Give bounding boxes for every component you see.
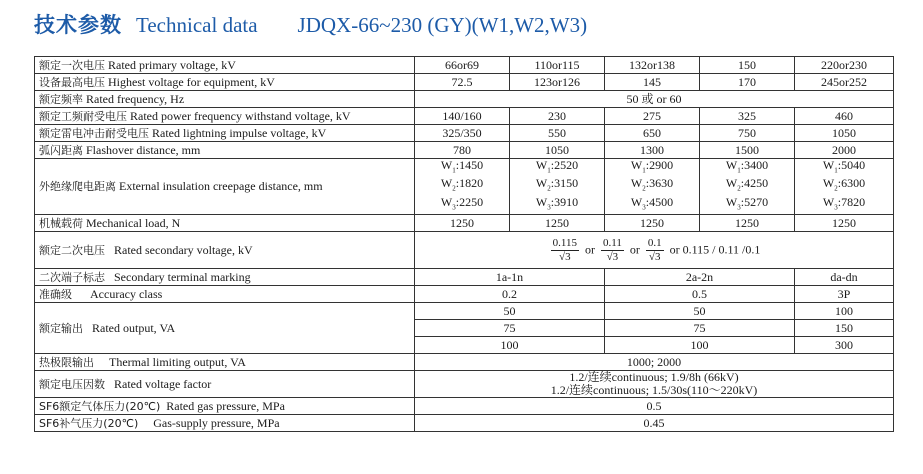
table-cell: 72.5 xyxy=(415,74,510,91)
table-cell: 140/160 xyxy=(415,108,510,125)
table-cell: 230 xyxy=(510,108,605,125)
table-cell xyxy=(795,159,894,215)
creepage-line: $W_2:3150$ xyxy=(535,176,579,193)
row-label: 额定工频耐受电压 Rated power frequency withstand voltage, kV xyxy=(35,108,415,125)
table-cell: 1a-1n xyxy=(415,269,605,286)
row-label: 额定频率 Rated frequency, Hz xyxy=(35,91,415,108)
creepage-line: $W_2:6300$ xyxy=(822,176,866,193)
table-cell: 300 xyxy=(795,337,894,354)
voltage-factor-line: 1.2/连续continuous; 1.5/30s(110～220kV) xyxy=(550,383,758,398)
table-cell: 325/350 xyxy=(415,125,510,142)
row-label: 额定雷电冲击耐受电压 Rated lightning impulse voltage, kV xyxy=(35,125,415,142)
fraction: $\frac{0.1}{√3}$ xyxy=(647,236,662,263)
table-cell: 66or69 xyxy=(415,57,510,74)
table-cell: 2000 xyxy=(795,142,894,159)
table-row xyxy=(35,398,894,415)
table-row xyxy=(35,269,894,286)
row-label: 额定二次电压 Rated secondary voltage, kV xyxy=(35,232,415,269)
table-row xyxy=(35,232,894,269)
row-label: 准确级 Accuracy class xyxy=(35,286,415,303)
table-cell: 650 xyxy=(605,125,700,142)
table-cell: 50 xyxy=(605,303,795,320)
creepage-values xyxy=(823,159,865,214)
table-cell: 0.5 xyxy=(415,398,894,415)
row-label: SF6补气压力(20℃) Gas-supply pressure, MPa xyxy=(35,415,415,432)
row-label: 机械载荷 Mechanical load, N xyxy=(35,215,415,232)
creepage-line: $W_2:4250$ xyxy=(725,176,769,193)
fraction: $\frac{0.115}{√3}$ xyxy=(552,236,577,263)
table-cell: 150 xyxy=(795,320,894,337)
table-cell: 100 xyxy=(605,337,795,354)
creepage-line: $W_3:2250$ xyxy=(440,194,484,212)
table-cell: 50 xyxy=(415,303,605,320)
table-cell xyxy=(700,159,795,215)
creepage-line: $W_1:3400$ xyxy=(725,158,769,175)
table-cell: 123or126 xyxy=(510,74,605,91)
table-cell: 460 xyxy=(795,108,894,125)
row-label: 额定电压因数 Rated voltage factor xyxy=(35,371,415,398)
technical-data-table xyxy=(34,56,894,432)
row-label: SF6额定气体压力(20℃) Rated gas pressure, MPa xyxy=(35,398,415,415)
table-row xyxy=(35,91,894,108)
voltage-factor-line: 1.2/连续continuous; 1.9/8h (66kV) xyxy=(569,370,739,385)
table-cell: 1250 xyxy=(795,215,894,232)
table-cell: 0.2 xyxy=(415,286,605,303)
table-cell: 1250 xyxy=(605,215,700,232)
model-number: JDQX-66~230 (GY)(W1,W2,W3) xyxy=(297,13,588,37)
creepage-values xyxy=(726,159,768,214)
table-cell: 780 xyxy=(415,142,510,159)
creepage-values xyxy=(536,159,578,214)
creepage-line: $W_1:1450$ xyxy=(440,158,484,175)
table-cell: da-dn xyxy=(795,269,894,286)
table-cell: 1250 xyxy=(700,215,795,232)
table-cell: 75 xyxy=(415,320,605,337)
table-cell: 75 xyxy=(605,320,795,337)
table-cell: 0.5 xyxy=(605,286,795,303)
table-row xyxy=(35,286,894,303)
title-zh: 技术参数 xyxy=(34,13,122,37)
table-row xyxy=(35,74,894,91)
table-cell xyxy=(415,159,510,215)
table-row xyxy=(35,57,894,74)
row-label: 额定输出 Rated output, VA xyxy=(35,303,415,354)
table-cell: 1300 xyxy=(605,142,700,159)
table-cell: 1000; 2000 xyxy=(415,354,894,371)
table-cell: 110or115 xyxy=(510,57,605,74)
creepage-line: $W_3:4500$ xyxy=(630,194,674,212)
table-cell: 750 xyxy=(700,125,795,142)
table-cell: 100 xyxy=(415,337,605,354)
table-cell: 145 xyxy=(605,74,700,91)
creepage-line: $W_3:3910$ xyxy=(535,194,579,212)
table-row xyxy=(35,159,894,215)
table-cell: 1250 xyxy=(510,215,605,232)
table-cell: 150 xyxy=(700,57,795,74)
table-cell: 1500 xyxy=(700,142,795,159)
table-cell: 245or252 xyxy=(795,74,894,91)
row-label: 额定一次电压 Rated primary voltage, kV xyxy=(35,57,415,74)
row-label: 外绝缘爬电距离 External insulation creepage distance, mm xyxy=(35,159,415,215)
page-header xyxy=(34,9,587,43)
table-cell: 1050 xyxy=(510,142,605,159)
table-cell: 275 xyxy=(605,108,700,125)
creepage-line: $W_3:7820$ xyxy=(822,194,866,212)
table-cell: 1050 xyxy=(795,125,894,142)
table-cell: 220or230 xyxy=(795,57,894,74)
secondary-voltage-cell: $\frac{0.115}{√3}$ or $\frac{0.11}{√3}$ or $\frac{0.1}{√3}$ or 0.115 / 0.11 /0.1 xyxy=(415,232,894,269)
table-cell: 1250 xyxy=(415,215,510,232)
fraction: $\frac{0.11}{√3}$ xyxy=(602,236,622,263)
row-label: 二次端子标志 Secondary terminal marking xyxy=(35,269,415,286)
creepage-line: $W_1:2900$ xyxy=(630,158,674,175)
creepage-values xyxy=(441,159,483,214)
table-cell: 325 xyxy=(700,108,795,125)
table-cell: 0.45 xyxy=(415,415,894,432)
creepage-line: $W_3:5270$ xyxy=(725,194,769,212)
title-en: Technical data xyxy=(136,13,258,37)
table-cell: 132or138 xyxy=(605,57,700,74)
row-label: 热极限输出 Thermal limiting output, VA xyxy=(35,354,415,371)
creepage-line: $W_1:5040$ xyxy=(822,158,866,175)
creepage-line: $W_2:3630$ xyxy=(630,176,674,193)
table-cell: 3P xyxy=(795,286,894,303)
table-cell: 2a-2n xyxy=(605,269,795,286)
creepage-line: $W_1:2520$ xyxy=(535,158,579,175)
table-cell: 50 或 or 60 xyxy=(415,91,894,108)
table-row xyxy=(35,354,894,371)
table-row xyxy=(35,303,894,320)
table-cell: 170 xyxy=(700,74,795,91)
table-row xyxy=(35,371,894,398)
row-label: 弧闪距离 Flashover distance, mm xyxy=(35,142,415,159)
table-cell: 550 xyxy=(510,125,605,142)
table-row xyxy=(35,215,894,232)
table-row xyxy=(35,125,894,142)
table-row xyxy=(35,142,894,159)
table-row xyxy=(35,108,894,125)
table-cell xyxy=(510,159,605,215)
voltage-factor-cell xyxy=(415,371,894,398)
creepage-line: $W_2:1820$ xyxy=(440,176,484,193)
table-cell: 100 xyxy=(795,303,894,320)
table-cell xyxy=(605,159,700,215)
row-label: 设备最高电压 Highest voltage for equipment, kV xyxy=(35,74,415,91)
creepage-values xyxy=(631,159,673,214)
table-row xyxy=(35,415,894,432)
